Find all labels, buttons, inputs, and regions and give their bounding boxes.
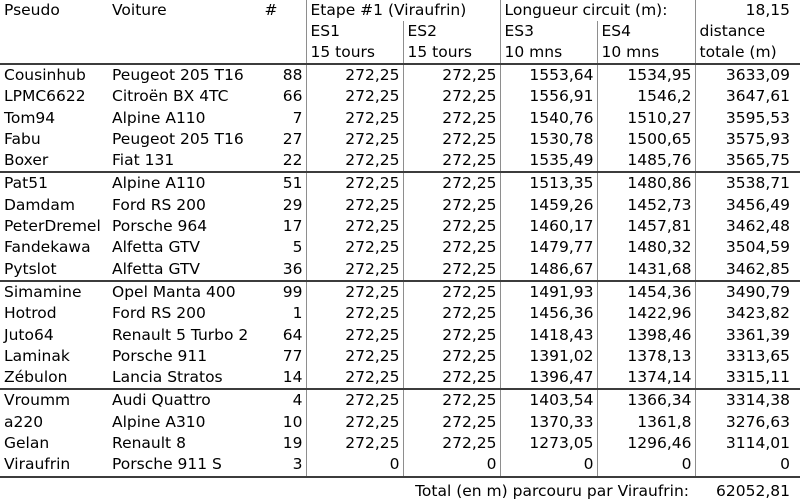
cell-es3: 1460,17 [500, 216, 597, 237]
group-header-longueur: Longueur circuit (m): [500, 0, 695, 21]
cell-es1: 272,25 [306, 237, 403, 258]
cell-es1: 0 [306, 454, 403, 476]
table-row [0, 259, 800, 281]
cell-es1: 272,25 [306, 195, 403, 216]
cell-voiture: Ford RS 200 [112, 304, 206, 323]
cell-num: 66 [282, 87, 303, 106]
group-header-etape: Etape #1 (Viraufrin) [306, 0, 500, 21]
cell-pseudo: LPMC6622 [4, 87, 86, 106]
cell-es3: 1553,64 [500, 64, 597, 86]
cell-voiture: Ford RS 200 [112, 195, 206, 214]
table-row [0, 281, 800, 303]
cell-es2: 272,25 [403, 412, 500, 433]
corner-value: 18,15 [695, 0, 800, 21]
cell-es3: 1418,43 [500, 325, 597, 346]
table-row [0, 303, 800, 324]
cell-es3: 1556,91 [500, 86, 597, 107]
cell-es4: 1374,14 [597, 367, 695, 389]
cell-es4: 1480,86 [597, 172, 695, 194]
column-header-number: # [264, 1, 278, 19]
cell-total: 3633,09 [695, 64, 800, 86]
cell-voiture: Renault 5 Turbo 2 [112, 325, 249, 344]
results-body [0, 64, 800, 477]
cell-es2: 0 [403, 454, 500, 476]
cell-pseudo: Fabu [4, 129, 41, 148]
cell-es1: 272,25 [306, 216, 403, 237]
cell-total: 3647,61 [695, 86, 800, 107]
cell-es4: 1500,65 [597, 129, 695, 150]
column-header-distance-line2: totale (m) [695, 42, 800, 64]
cell-es3: 1456,36 [500, 303, 597, 324]
total-value: 62052,81 [716, 481, 791, 500]
cell-total: 3595,53 [695, 108, 800, 129]
cell-es3: 1513,35 [500, 172, 597, 194]
cell-es2: 272,25 [403, 367, 500, 389]
cell-pseudo: Pytslot [0, 259, 108, 281]
cell-total: 3313,65 [695, 346, 800, 367]
cell-es4: 1398,46 [597, 325, 695, 346]
cell-total: 3538,71 [695, 172, 800, 194]
cell-es1: 272,25 [306, 64, 403, 86]
cell-pseudo: Cousinhub [4, 66, 86, 84]
table-row [0, 129, 800, 150]
cell-pseudo: a220 [4, 412, 44, 431]
cell-num: 1 [292, 304, 303, 323]
column-header-distance-line1: distance [695, 21, 800, 42]
cell-voiture: Porsche 911 [112, 346, 208, 365]
cell-es2: 272,25 [403, 237, 500, 258]
cell-pseudo: Juto64 [4, 325, 54, 344]
cell-voiture: Alpine A110 [112, 108, 206, 127]
cell-es3: 1403,54 [500, 389, 597, 411]
cell-pseudo: PeterDremel [4, 217, 101, 236]
cell-total: 3361,39 [695, 325, 800, 346]
cell-pseudo: Fandekawa [4, 238, 91, 257]
cell-es4: 1534,95 [597, 64, 695, 86]
cell-voiture: Porsche 964 [112, 217, 208, 236]
cell-pseudo: Simamine [4, 282, 82, 301]
cell-es1: 272,25 [306, 325, 403, 346]
header-row-subtitles [0, 42, 800, 64]
cell-es3: 1479,77 [500, 237, 597, 258]
cell-voiture: Citroën BX 4TC [112, 87, 229, 106]
cell-voiture: Alpine A310 [112, 412, 206, 431]
empty-cell [0, 42, 306, 64]
cell-total: 3490,79 [695, 281, 800, 303]
cell-es2: 272,25 [403, 281, 500, 303]
cell-es1: 272,25 [306, 303, 403, 324]
column-header-es3: ES3 [500, 21, 597, 42]
cell-voiture: Renault 8 [112, 434, 186, 453]
cell-num: 29 [282, 195, 303, 214]
cell-total: 0 [695, 454, 800, 476]
cell-es1: 272,25 [306, 389, 403, 411]
empty-cell [0, 21, 306, 42]
cell-es3: 1530,78 [500, 129, 597, 150]
column-header-es4: ES4 [597, 21, 695, 42]
cell-pseudo: Hotrod [4, 304, 57, 323]
column-subheader-es3: 10 mns [500, 42, 597, 64]
cell-es1: 272,25 [306, 108, 403, 129]
column-subheader-es2: 15 tours [403, 42, 500, 64]
table-row [0, 108, 800, 129]
cell-total: 3315,11 [695, 367, 800, 389]
cell-es4: 0 [597, 454, 695, 476]
table-row [0, 86, 800, 107]
results-header [0, 0, 800, 64]
cell-voiture: Fiat 131 [108, 150, 260, 172]
cell-voiture: Alfetta GTV [108, 259, 260, 281]
cell-num: 17 [282, 217, 303, 236]
cell-num: 77 [282, 346, 303, 365]
cell-pseudo: Viraufrin [0, 454, 108, 476]
cell-voiture: Lancia Stratos [108, 367, 260, 389]
cell-es4: 1361,8 [597, 412, 695, 433]
cell-num: 19 [282, 434, 303, 453]
table-row [0, 367, 800, 389]
column-subheader-es1: 15 tours [306, 42, 403, 64]
cell-total: 3276,63 [695, 412, 800, 433]
cell-num: 27 [282, 129, 303, 148]
cell-num: 22 [260, 150, 306, 172]
table-row [0, 216, 800, 237]
column-header-voiture: Voiture [112, 1, 167, 19]
cell-es4: 1378,13 [597, 346, 695, 367]
table-row [0, 64, 800, 86]
cell-es1: 272,25 [306, 259, 403, 281]
cell-pseudo: Laminak [4, 346, 70, 365]
cell-es1: 272,25 [306, 129, 403, 150]
cell-total: 3462,85 [695, 259, 800, 281]
cell-es2: 272,25 [403, 150, 500, 172]
cell-voiture: Peugeot 205 T16 [112, 129, 244, 148]
cell-total: 3462,48 [695, 216, 800, 237]
cell-voiture: Peugeot 205 T16 [112, 66, 244, 84]
cell-es2: 272,25 [403, 346, 500, 367]
column-header-es2: ES2 [403, 21, 500, 42]
cell-es4: 1510,27 [597, 108, 695, 129]
cell-es3: 1391,02 [500, 346, 597, 367]
cell-pseudo: Vroumm [4, 391, 71, 410]
cell-es2: 272,25 [403, 325, 500, 346]
cell-es4: 1454,36 [597, 281, 695, 303]
cell-es4: 1546,2 [597, 86, 695, 107]
cell-es3: 1535,49 [500, 150, 597, 172]
cell-num: 99 [282, 282, 303, 301]
cell-total: 3114,01 [695, 433, 800, 454]
cell-es3: 1540,76 [500, 108, 597, 129]
cell-es2: 272,25 [403, 303, 500, 324]
cell-total: 3314,38 [695, 389, 800, 411]
cell-total: 3423,82 [695, 303, 800, 324]
cell-pseudo: Damdam [4, 195, 75, 214]
cell-es3: 0 [500, 454, 597, 476]
cell-num: 5 [292, 238, 303, 257]
cell-es2: 272,25 [403, 108, 500, 129]
cell-num: 64 [282, 325, 303, 344]
cell-voiture: Audi Quattro [112, 391, 211, 410]
cell-pseudo: Boxer [0, 150, 108, 172]
column-subheader-es4: 10 mns [597, 42, 695, 64]
cell-es1: 272,25 [306, 86, 403, 107]
cell-es2: 272,25 [403, 64, 500, 86]
cell-num: 14 [260, 367, 306, 389]
cell-es2: 272,25 [403, 172, 500, 194]
table-row [0, 433, 800, 454]
cell-voiture: Alpine A110 [112, 174, 206, 193]
cell-num: 36 [260, 259, 306, 281]
table-row [0, 195, 800, 216]
cell-num: 10 [282, 412, 303, 431]
cell-num: 51 [282, 174, 303, 193]
cell-num: 3 [260, 454, 306, 476]
cell-es2: 272,25 [403, 433, 500, 454]
cell-voiture: Alfetta GTV [112, 238, 201, 257]
results-footer [0, 477, 800, 504]
cell-es2: 272,25 [403, 129, 500, 150]
cell-es1: 272,25 [306, 281, 403, 303]
cell-es3: 1273,05 [500, 433, 597, 454]
cell-es4: 1431,68 [597, 259, 695, 281]
cell-es1: 272,25 [306, 150, 403, 172]
cell-num: 7 [292, 108, 303, 127]
cell-es4: 1480,32 [597, 237, 695, 258]
cell-pseudo: Gelan [4, 434, 50, 453]
table-row [0, 172, 800, 194]
cell-total: 3565,75 [695, 150, 800, 172]
cell-voiture: Opel Manta 400 [112, 282, 236, 301]
cell-num: 4 [292, 391, 303, 410]
cell-es4: 1457,81 [597, 216, 695, 237]
cell-num: 88 [282, 66, 303, 84]
cell-total: 3575,93 [695, 129, 800, 150]
cell-es1: 272,25 [306, 367, 403, 389]
column-header-es1: ES1 [306, 21, 403, 42]
cell-es4: 1296,46 [597, 433, 695, 454]
cell-es2: 272,25 [403, 86, 500, 107]
cell-es3: 1459,26 [500, 195, 597, 216]
cell-es2: 272,25 [403, 195, 500, 216]
cell-es2: 272,25 [403, 389, 500, 411]
cell-es3: 1396,47 [500, 367, 597, 389]
cell-es4: 1485,76 [597, 150, 695, 172]
table-row [0, 150, 800, 172]
cell-es2: 272,25 [403, 259, 500, 281]
cell-es4: 1366,34 [597, 389, 695, 411]
cell-es1: 272,25 [306, 172, 403, 194]
cell-es4: 1452,73 [597, 195, 695, 216]
cell-es3: 1491,93 [500, 281, 597, 303]
table-row [0, 389, 800, 411]
total-row [0, 477, 800, 504]
cell-es1: 272,25 [306, 433, 403, 454]
cell-total: 3456,49 [695, 195, 800, 216]
cell-voiture: Porsche 911 S [108, 454, 260, 476]
cell-es4: 1422,96 [597, 303, 695, 324]
cell-pseudo: Tom94 [4, 108, 56, 127]
cell-es3: 1486,67 [500, 259, 597, 281]
cell-total: 3504,59 [695, 237, 800, 258]
cell-es1: 272,25 [306, 346, 403, 367]
cell-pseudo: Zébulon [0, 367, 108, 389]
table-row [0, 412, 800, 433]
table-row [0, 325, 800, 346]
total-label: Total (en m) parcouru par Viraufrin: [415, 481, 690, 500]
cell-pseudo: Pat51 [4, 174, 48, 193]
cell-es3: 1370,33 [500, 412, 597, 433]
cell-es1: 272,25 [306, 412, 403, 433]
table-row [0, 454, 800, 476]
column-header-pseudo: Pseudo [4, 1, 60, 19]
table-row [0, 237, 800, 258]
header-row-stages [0, 21, 800, 42]
header-row-groups [0, 0, 800, 21]
table-row [0, 346, 800, 367]
cell-es2: 272,25 [403, 216, 500, 237]
